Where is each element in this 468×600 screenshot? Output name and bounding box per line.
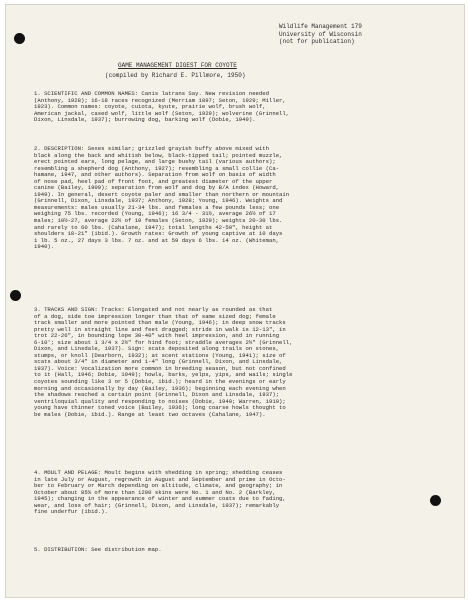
text-line: 1940). (34, 244, 55, 251)
text-line: (Anthony, 1928); 16-18 races recognized (Merriam 1897; Seton, 1929; Miller, (34, 97, 286, 104)
header-course: Wildlife Management 179 (279, 23, 362, 30)
text-line: ventriloquial quality and responding to noises (Dobie, 1949; Warren, 1910); (34, 398, 286, 405)
text-line: Dixon, Linsdale, 1937); burrowing dog, barking wolf (Dobie, 1949). (34, 117, 256, 124)
text-line: pretty well in straight line and feet dragged; stride in walk is 12-13", in (34, 326, 286, 333)
document-header (279, 23, 454, 46)
text-line: 1923). Common names: coyote, cuiota, kyute, prairie wolf, brush wolf, (34, 104, 266, 111)
punch-hole-top (14, 33, 25, 44)
text-line: 1945); changing in the appearance of winter and summer coats due to fading, (34, 496, 286, 503)
text-line: shoulders 18-21" (ibid.). Growth rates: Growth of young captive at 10 days (34, 231, 283, 238)
text-line: hamane, 1947, and other authors). Separation from wolf on basis of width (34, 172, 276, 179)
text-line: 2. DESCRIPTION: Sexes similar; grizzled grayish buffy above mixed with (34, 146, 269, 152)
text-line: black along the back and whitish below, black-tipped tail; pointed muzzle, (34, 152, 283, 159)
text-line: males; 10½-27, average 22½ of 10 females (Seton, 1929); weights 20-30 lbs. (34, 218, 283, 225)
text-line: 1. SCIENTIFIC AND COMMON NAMES: Canis latrans Say. New revision needed (34, 91, 269, 97)
text-line: 3. TRACKS AND SIGN: Tracks: Elongated and not nearly as rounded as that (34, 307, 273, 313)
section-description (34, 146, 452, 251)
section-names (34, 91, 452, 124)
text-line: resembling a shepherd dog (Anthony, 1927); resembling a small collie (Ca- (34, 165, 280, 172)
section-distribution (34, 547, 452, 554)
section-tracks-and-sign (34, 307, 452, 418)
text-line: stumps, or knoll (Dearborn, 1932); at scent stations (Young, 1941); size of (34, 352, 286, 359)
text-line: young have thinner toned voice (Bailey, 1936); long coarse howls thought to (34, 405, 286, 412)
text-line: morning and occasionally by day (Bailey, 1936); beginning each evening when (34, 385, 286, 392)
text-line: track smaller and more pointed than male (Young, 1946); in deep snow tracks (34, 320, 286, 327)
text-line: (Grinnell, Dixon, Linsdale, 1937; Anthony, 1928; Young, 1946). Weights and (34, 198, 283, 205)
text-line: 1937). Voice: Vocalization more common in breeding season, but not confined (34, 365, 286, 372)
text-line: to it (Hall, 1946; Dobie, 1949); howls, barks, yelps, yips, and wails; single (34, 372, 293, 379)
text-line: be males (Dobie, ibid.). Range at least two octaves (Cahalane, 1947). (34, 411, 266, 418)
document-page (5, 4, 465, 598)
text-line: Dixon, and Linsdale, 1937). Sign: scats deposited along trails on stones, (34, 346, 280, 353)
text-line: 1949). In general, desert coyote paler and smaller than northern or mountain (34, 191, 290, 198)
text-line: of a dog, side toe impression longer than that of same sized dog; female (34, 313, 276, 320)
text-line: 1 lb. 5 oz., 27 days 3 lbs. 7 oz. and at 59 days 6 lbs. 14 oz. (Whiteman, (34, 237, 280, 244)
text-line: trot 22-26", in bounding lope 30-40" with heel impression, and in running (34, 333, 280, 340)
compiled-by: (compiled by Richard E. Pillmore, 1950) (105, 72, 246, 79)
text-line: the shadows reached a certain point (Grinnell, Dixon and Linsdale, 1937); (34, 392, 280, 399)
text-line: 5. DISTRIBUTION: See distribution map. (34, 547, 162, 553)
text-line: 4. MOULT AND PELAGE: Moult begins with shedding in spring; shedding ceases (34, 470, 283, 476)
header-university: University of Wisconsin (279, 30, 362, 38)
text-line: erect pointed ears, long pelage, and large bushy tail (various authors); (34, 159, 276, 166)
punch-hole-middle (10, 290, 21, 301)
text-line: scats about 3/4" in diameter and 1-4" long (Grinnell, Dixon, and Linsdale, (34, 359, 283, 366)
text-line: in late July or August, regrowth in August and September and prime in Octo- (34, 476, 286, 483)
text-line: of nose pad, heel pad of front foot, and greatest diameter of the upper (34, 178, 273, 185)
text-line: and rarely to 60 lbs. (Cahalane, 1947); total lengths 42-50", height at (34, 224, 273, 231)
text-line: canine (Bailey, 1909); separation from wolf and dog by B/A index (Howard, (34, 185, 280, 192)
text-line: weighing 75 lbs. recorded (Young, 1946); 16 3/4 - 31½, average 26½ of 17 (34, 211, 276, 218)
text-line: ber to February or March depending on altitude, climate, and geography; in (34, 483, 283, 490)
text-line: coyotes sounding like 3 or 5 (Dobie, ibid.); heard in the evenings or early (34, 379, 286, 386)
text-line: wear, and loss of hair; (Grinnell, Dixon, and Linsdale, 1937); remarkably (34, 502, 280, 509)
section-moult-and-pelage (34, 470, 452, 516)
text-line: October about 85% of more than 1200 skins were No. 1 and No. 2 (Barkley, (34, 489, 276, 496)
document-title: GAME MANAGEMENT DIGEST FOR COYOTE (118, 62, 237, 69)
text-line: American jackal, cased wolf, little wolf (Seton, 1929); wolverine (Grinnell, (34, 110, 290, 117)
text-line: measurements: males usually 21-34 lbs. and females a few pounds less; one (34, 204, 280, 211)
text-line: 6-10'; size about 1 3/4 x 2½" for hind foot; straddle averages 2½" (Grinnell, (34, 339, 293, 346)
header-notice: (not for publication) (279, 38, 355, 46)
text-line: fine underfur (ibid.). (34, 509, 108, 516)
